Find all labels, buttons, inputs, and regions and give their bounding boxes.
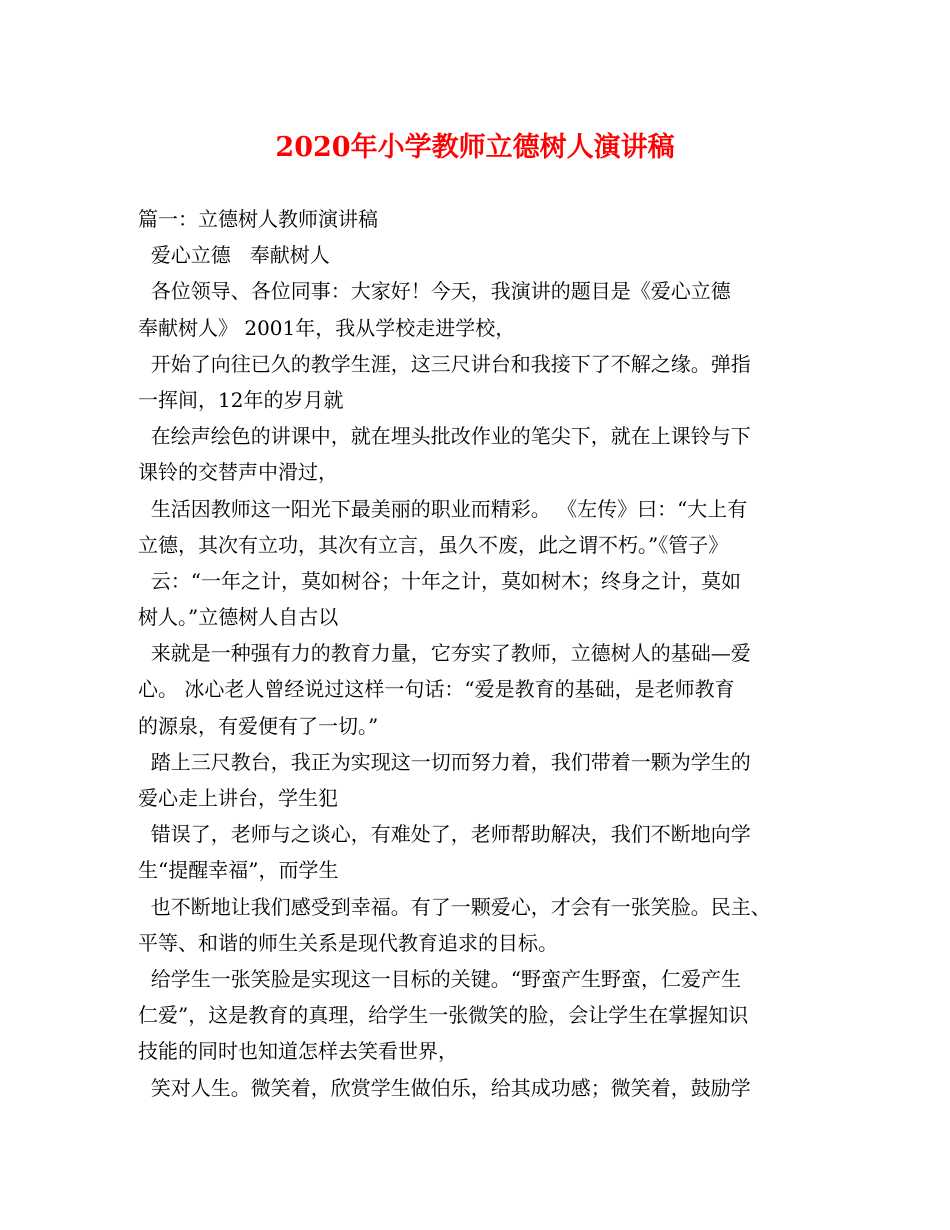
text-line: 各位领导、各位同事：大家好！今天，我演讲的题目是《爱心立德 [138,279,731,304]
text-line: 云：“一年之计，莫如树谷；十年之计，莫如树木；终身之计，莫如 [138,568,741,593]
document-body [138,201,828,1106]
text-line: 生活因教师这一阳光下最美丽的职业而精彩。 《左传》曰：“大上有 [138,496,748,521]
text-line: 给学生一张笑脸是实现这一目标的关键。“野蛮产生野蛮，仁爱产生 [138,966,741,991]
text-line: 仁爱”，这是教育的真理，给学生一张微笑的脸，会让学生在掌握知识 [138,1003,749,1028]
text-line: 平等、和谐的师生关系是现代教育追求的目标。 [138,930,558,955]
document-title: 2020年小学教师立德树人演讲稿 [275,132,675,163]
text-line: 奉献树人》 2001年，我从学校走进学校， [138,315,516,340]
text-line: 生“提醒幸福”，而学生 [138,858,339,883]
text-line: 错误了，老师与之谈心，有难处了，老师帮助解决，我们不断地向学 [138,822,751,847]
text-line: 树人。”立德树人自古以 [138,605,339,630]
text-line: 篇一：立德树人教师演讲稿 [138,207,378,231]
text-line: 一挥间，12年的岁月就 [138,387,344,412]
text-line: 来就是一种强有力的教育力量，它夯实了教师，立德树人的基础—爱 [138,641,751,666]
text-line: 笑对人生。微笑着，欣赏学生做伯乐，给其成功感；微笑着，鼓励学 [138,1075,751,1100]
text-line: 技能的同时也知道怎样去笑看世界， [138,1039,458,1064]
text-line: 在绘声绘色的讲课中，就在埋头批改作业的笔尖下，就在上课铃与下 [138,424,751,449]
text-line: 心。 冰心老人曾经说过这样一句话：“爱是教育的基础，是老师教育 [138,677,735,702]
text-line: 课铃的交替声中滑过， [138,460,338,485]
text-line: 爱心走上讲台，学生犯 [138,786,338,810]
text-line: 踏上三尺教台，我正为实现这一切而努力着，我们带着一颗为学生的 [138,749,751,774]
text-line: 爱心立德 奉献树人 [138,243,330,268]
text-line: 立德，其次有立功，其次有立言，虽久不废，此之谓不朽。”《管子》 [138,532,729,557]
text-line: 也不断地让我们感受到幸福。有了一颗爱心，才会有一张笑脸。民主、 [138,894,771,919]
text-line: 开始了向往已久的教学生涯，这三尺讲台和我接下了不解之缘。弹指 [138,351,751,376]
text-line: 的源泉，有爱便有了一切。” [138,713,379,738]
